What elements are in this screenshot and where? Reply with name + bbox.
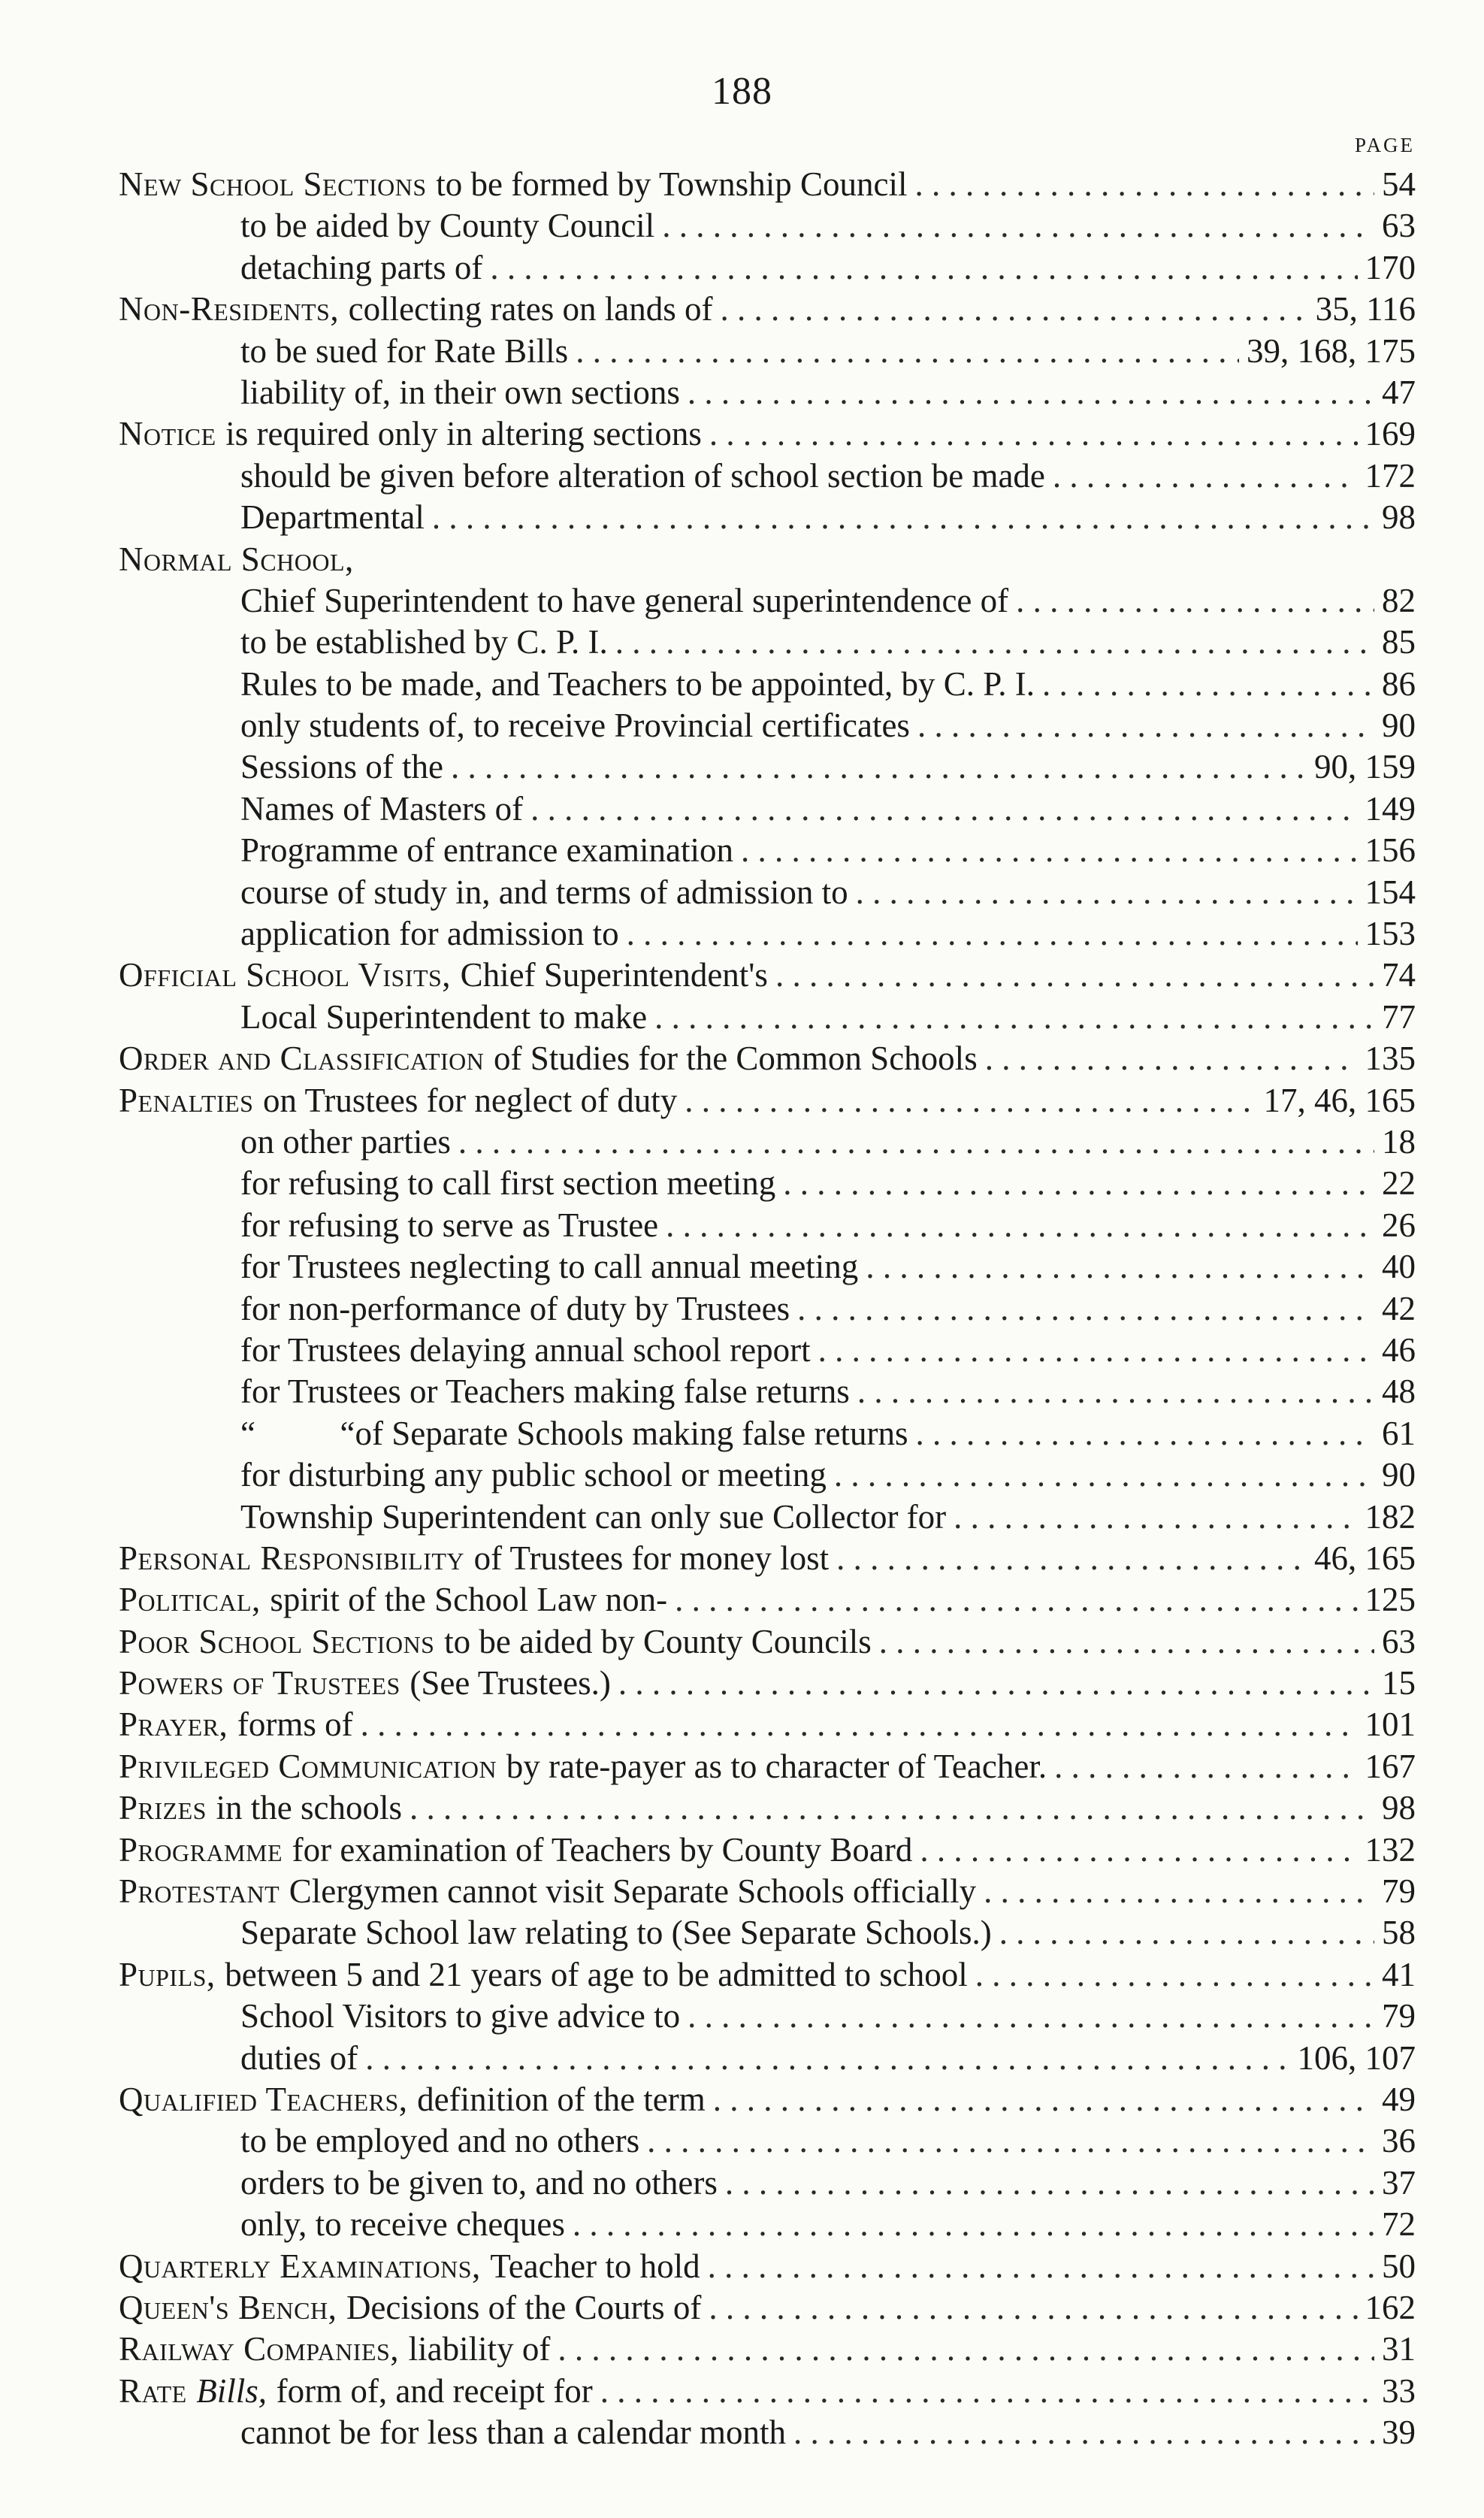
index-entry — [119, 1663, 1416, 1704]
index-subentry — [119, 664, 1416, 705]
index-entry — [119, 1787, 1416, 1829]
dot-leader — [432, 497, 1374, 538]
entry-text: for Trustees neglecting to call annual meeting — [240, 1248, 859, 1286]
dot-leader — [576, 331, 1239, 372]
index-entry — [119, 2287, 1416, 2329]
dot-leader — [917, 705, 1374, 746]
index-entry — [119, 1080, 1416, 1121]
page-reference: 35, 116 — [1315, 290, 1416, 328]
entry-heading: Rate — [119, 2371, 187, 2410]
entry-heading: Poor School Sections — [119, 1622, 435, 1660]
page-number: 188 — [712, 70, 772, 113]
dot-leader — [984, 1871, 1374, 1912]
dot-leader — [985, 1038, 1358, 1079]
dot-leader — [857, 1371, 1374, 1412]
entry-text: to be employed and no others — [240, 2122, 640, 2160]
entry-text: Rules to be made, and Teachers to be appointed, by C. P. I. — [240, 664, 1035, 703]
dot-leader — [793, 2412, 1374, 2453]
entry-heading: Programme — [119, 1830, 283, 1869]
index-subentry — [119, 872, 1416, 913]
entry-text: Chief Superintendent to have general superintendence of — [240, 581, 1009, 619]
index-entry — [119, 955, 1416, 996]
page-reference: 46, 165 — [1314, 1539, 1416, 1577]
entry-text: in the schools — [216, 1789, 402, 1827]
entry-heading: Notice — [119, 415, 216, 453]
dot-leader — [662, 205, 1374, 247]
page-reference: 22 — [1382, 1164, 1416, 1203]
entry-text: of Trustees for money lost — [473, 1539, 830, 1577]
index-subentry — [119, 2162, 1416, 2204]
dot-leader — [627, 913, 1358, 955]
entry-text: for disturbing any public school or meeting — [240, 1456, 827, 1494]
index-subentry — [119, 1413, 1416, 1454]
entry-text: School Visitors to give advice to — [240, 1997, 681, 2035]
index-subentry — [119, 2120, 1416, 2162]
index-entry — [119, 1871, 1416, 1912]
index-subentry — [119, 1454, 1416, 1496]
dot-leader — [685, 1080, 1256, 1121]
dot-leader — [914, 164, 1374, 205]
entry-text: course of study in, and terms of admission to — [240, 873, 848, 911]
dot-leader — [558, 2329, 1374, 2370]
dot-leader — [361, 1704, 1358, 1745]
page-reference: 153 — [1365, 915, 1416, 953]
index-subentry — [119, 331, 1416, 372]
entry-text: liability of — [408, 2330, 551, 2368]
page-reference: 39, 168, 175 — [1247, 331, 1416, 370]
entry-text: of Separate Schools making false returns — [355, 1414, 908, 1452]
page-reference: 106, 107 — [1297, 2038, 1416, 2077]
entry-text: for Trustees or Teachers making false returns — [240, 1372, 850, 1411]
index-entry — [119, 1746, 1416, 1787]
page-reference: 82 — [1382, 581, 1416, 619]
page-reference: 90 — [1382, 1456, 1416, 1494]
page-reference: 17, 46, 165 — [1263, 1081, 1416, 1119]
page-reference: 48 — [1382, 1372, 1416, 1411]
entry-heading: Quarterly Examinations, — [119, 2247, 481, 2285]
index-subentry — [119, 497, 1416, 538]
dot-leader — [688, 1996, 1374, 2037]
page-reference: 101 — [1365, 1705, 1416, 1744]
page-reference: 46 — [1382, 1330, 1416, 1369]
entry-text: Separate School law relating to (See Separate Schools.) — [240, 1914, 992, 1952]
dot-leader — [654, 997, 1374, 1038]
page-reference: 26 — [1382, 1206, 1416, 1244]
index-entry — [119, 1579, 1416, 1621]
dot-leader — [879, 1621, 1374, 1663]
page-reference: 58 — [1382, 1914, 1416, 1952]
dot-leader — [708, 2246, 1374, 2287]
entry-text: for Trustees delaying annual school report — [240, 1330, 811, 1369]
page-reference: 63 — [1382, 1622, 1416, 1660]
page-reference: 50 — [1382, 2247, 1416, 2285]
page-reference: 40 — [1382, 1248, 1416, 1286]
index-entry — [119, 1538, 1416, 1579]
page-reference: 156 — [1365, 831, 1416, 870]
entry-heading: Prayer, — [119, 1705, 228, 1744]
index-entry — [119, 164, 1416, 205]
entry-text: application for admission to — [240, 915, 619, 953]
index-subentry — [119, 746, 1416, 788]
dot-leader — [365, 2038, 1289, 2079]
index-subentry — [119, 2204, 1416, 2245]
entry-text: Teacher to hold — [490, 2247, 700, 2285]
index-entry — [119, 1038, 1416, 1079]
page-reference: 41 — [1382, 1955, 1416, 1993]
page-reference: 31 — [1382, 2330, 1416, 2368]
page-reference: 18 — [1382, 1122, 1416, 1161]
index-subentry — [119, 788, 1416, 830]
page-reference: 49 — [1382, 2080, 1416, 2118]
entry-text: Township Superintendent can only sue Collector for — [240, 1497, 947, 1536]
entry-text: only students of, to receive Provincial certificates — [240, 707, 910, 745]
dot-leader — [410, 1787, 1374, 1829]
index-entry — [119, 539, 1416, 580]
entry-text: to be formed by Township Council — [436, 165, 908, 203]
entry-text: should be given before alteration of school section be made — [240, 456, 1045, 495]
page-reference: 167 — [1365, 1747, 1416, 1785]
entry-heading: Personal Responsibility — [119, 1539, 465, 1577]
index-subentry — [119, 997, 1416, 1038]
entry-heading-italic: Bills, — [196, 2371, 267, 2410]
entry-text: duties of — [240, 2038, 358, 2077]
entry-heading: Prizes — [119, 1789, 207, 1827]
page-reference: 149 — [1365, 789, 1416, 828]
entry-text: for examination of Teachers by County Board — [292, 1830, 913, 1869]
page-reference: 135 — [1365, 1040, 1416, 1078]
page-reference: 154 — [1365, 873, 1416, 911]
page-reference: 37 — [1382, 2163, 1416, 2202]
page-reference: 79 — [1382, 1997, 1416, 2035]
index-entry — [119, 1954, 1416, 1996]
entry-text: spirit of the School Law non- — [270, 1581, 668, 1619]
entry-text: orders to be given to, and no others — [240, 2163, 718, 2202]
page-reference: 182 — [1365, 1497, 1416, 1536]
entry-heading: Normal School, — [119, 540, 354, 578]
page-reference: 72 — [1382, 2205, 1416, 2244]
entry-heading: New School Sections — [119, 165, 427, 203]
index-subentry — [119, 1912, 1416, 1954]
index-entry — [119, 2329, 1416, 2370]
index-entry — [119, 1704, 1416, 1745]
entry-text: by rate-payer as to character of Teacher. — [506, 1747, 1047, 1785]
entry-text: for refusing to serve as Trustee — [240, 1206, 659, 1244]
dot-leader — [675, 1579, 1357, 1621]
page-reference: 54 — [1382, 165, 1416, 203]
dot-leader — [741, 830, 1358, 871]
page-reference: 172 — [1365, 456, 1416, 495]
index-subentry — [119, 580, 1416, 622]
ditto-marks: “ “ — [240, 1414, 355, 1452]
dot-leader — [725, 2162, 1374, 2204]
entry-heading: Qualified Teachers, — [119, 2080, 408, 2118]
entry-text: cannot be for less than a calendar month — [240, 2414, 786, 2452]
index-subentry — [119, 2038, 1416, 2079]
entry-text: to be sued for Rate Bills — [240, 331, 569, 370]
index-subentry — [119, 372, 1416, 413]
dot-leader — [916, 1413, 1375, 1454]
index-list — [119, 164, 1416, 2453]
entry-heading: Order and Classification — [119, 1040, 485, 1078]
index-entry — [119, 413, 1416, 455]
entry-text: Names of Masters of — [240, 789, 524, 828]
dot-leader — [1042, 664, 1374, 705]
index-entry — [119, 1621, 1416, 1663]
entry-text: only, to receive cheques — [240, 2205, 565, 2244]
page-reference: 90 — [1382, 707, 1416, 745]
dot-leader — [709, 413, 1358, 455]
index-subentry — [119, 1371, 1416, 1412]
index-entry — [119, 2246, 1416, 2287]
entry-text: on other parties — [240, 1122, 451, 1161]
page-reference: 90, 159 — [1314, 748, 1416, 786]
dot-leader — [1053, 455, 1358, 497]
page-reference: 98 — [1382, 498, 1416, 537]
dot-leader — [573, 2204, 1374, 2245]
dot-leader — [451, 746, 1307, 788]
entry-text: collecting rates on lands of — [348, 290, 713, 328]
index-subentry — [119, 1330, 1416, 1371]
dot-leader — [834, 1454, 1374, 1496]
index-subentry — [119, 455, 1416, 497]
page-reference: 125 — [1365, 1581, 1416, 1619]
page-reference: 77 — [1382, 997, 1416, 1036]
entry-heading: Railway Companies, — [119, 2330, 400, 2368]
page-reference: 36 — [1382, 2122, 1416, 2160]
index-subentry — [119, 1497, 1416, 1538]
index-subentry — [119, 1246, 1416, 1288]
index-subentry — [119, 205, 1416, 247]
dot-leader — [856, 872, 1358, 913]
index-subentry — [119, 622, 1416, 663]
entry-heading: Protestant — [119, 1872, 280, 1911]
dot-leader — [490, 247, 1357, 289]
entry-text: for refusing to call first section meeting — [240, 1164, 776, 1203]
dot-leader — [999, 1912, 1374, 1954]
dot-leader — [530, 788, 1357, 830]
dot-leader — [458, 1121, 1374, 1163]
dot-leader — [1054, 1746, 1357, 1787]
page-reference: 79 — [1382, 1872, 1416, 1911]
entry-text: Clergymen cannot visit Separate Schools officially — [289, 1872, 977, 1911]
entry-heading: Pupils, — [119, 1955, 216, 1993]
page-reference: 86 — [1382, 664, 1416, 703]
dot-leader — [975, 1954, 1374, 1996]
dot-leader — [713, 2079, 1374, 2120]
dot-leader — [866, 1246, 1374, 1288]
entry-text: between 5 and 21 years of age to be admitted to school — [225, 1955, 968, 1993]
index-subentry — [119, 705, 1416, 746]
page-reference: 61 — [1382, 1414, 1416, 1452]
entry-text: (See Trustees.) — [410, 1664, 611, 1702]
entry-text: to be aided by County Council — [240, 207, 655, 245]
page-reference: 132 — [1365, 1830, 1416, 1869]
index-entry — [119, 2371, 1416, 2412]
page-reference: 85 — [1382, 623, 1416, 661]
entry-heading: Queen's Bench, — [119, 2288, 337, 2326]
entry-text: forms of — [237, 1705, 353, 1744]
dot-leader — [647, 2120, 1374, 2162]
index-subentry — [119, 247, 1416, 289]
dot-leader — [721, 289, 1308, 330]
dot-leader — [836, 1538, 1307, 1579]
page-reference: 42 — [1382, 1289, 1416, 1327]
dot-leader — [920, 1829, 1357, 1871]
entry-text: Local Superintendent to make — [240, 997, 648, 1036]
page-reference: 47 — [1382, 373, 1416, 411]
page-reference: 63 — [1382, 207, 1416, 245]
entry-text: Sessions of the — [240, 748, 443, 786]
dot-leader — [618, 1663, 1374, 1704]
entry-text: for non-performance of duty by Trustees — [240, 1289, 790, 1327]
page-reference: 33 — [1382, 2371, 1416, 2410]
dot-leader — [818, 1330, 1374, 1371]
entry-heading: Penalties — [119, 1081, 254, 1119]
entry-text: form of, and receipt for — [276, 2371, 593, 2410]
index-subentry — [119, 1205, 1416, 1246]
index-entry — [119, 2079, 1416, 2120]
entry-text: of Studies for the Common Schools — [493, 1040, 978, 1078]
index-subentry — [119, 1163, 1416, 1204]
dot-leader — [797, 1288, 1374, 1330]
page-reference: 169 — [1365, 415, 1416, 453]
page-reference: 15 — [1382, 1664, 1416, 1702]
dot-leader — [688, 372, 1374, 413]
page-reference: 39 — [1382, 2414, 1416, 2452]
index-entry — [119, 1829, 1416, 1871]
index-entry — [119, 289, 1416, 330]
page-column-label: PAGE — [1354, 134, 1415, 156]
entry-heading: Political, — [119, 1581, 261, 1619]
dot-leader — [615, 622, 1374, 663]
entry-text: Chief Superintendent's — [460, 956, 768, 994]
page-reference: 162 — [1365, 2288, 1416, 2326]
dot-leader — [709, 2287, 1357, 2329]
page-reference: 74 — [1382, 956, 1416, 994]
dot-leader — [666, 1205, 1374, 1246]
entry-heading: Official School Visits, — [119, 956, 452, 994]
entry-text: is required only in altering sections — [225, 415, 702, 453]
index-subentry — [119, 1288, 1416, 1330]
dot-leader — [954, 1497, 1357, 1538]
page-reference: 170 — [1365, 248, 1416, 286]
index-subentry — [119, 2412, 1416, 2453]
entry-heading: Powers of Trustees — [119, 1664, 400, 1702]
index-subentry — [119, 1121, 1416, 1163]
entry-text: Programme of entrance examination — [240, 831, 733, 870]
entry-heading: Privileged Communication — [119, 1747, 497, 1785]
dot-leader — [783, 1163, 1374, 1204]
entry-text: definition of the term — [417, 2080, 706, 2118]
entry-text: on Trustees for neglect of duty — [263, 1081, 678, 1119]
entry-text: detaching parts of — [240, 248, 483, 286]
page-reference: 98 — [1382, 1789, 1416, 1827]
index-subentry — [119, 913, 1416, 955]
entry-heading: Non-Residents, — [119, 290, 340, 328]
dot-leader — [600, 2371, 1374, 2412]
dot-leader — [1016, 580, 1374, 622]
entry-text: Decisions of the Courts of — [346, 2288, 702, 2326]
entry-text: liability of, in their own sections — [240, 373, 680, 411]
entry-text: to be aided by County Councils — [444, 1622, 872, 1660]
index-subentry — [119, 830, 1416, 871]
entry-text: to be established by C. P. I. — [240, 623, 608, 661]
dot-leader — [775, 955, 1374, 996]
entry-text: Departmental — [240, 498, 425, 537]
index-subentry — [119, 1996, 1416, 2037]
